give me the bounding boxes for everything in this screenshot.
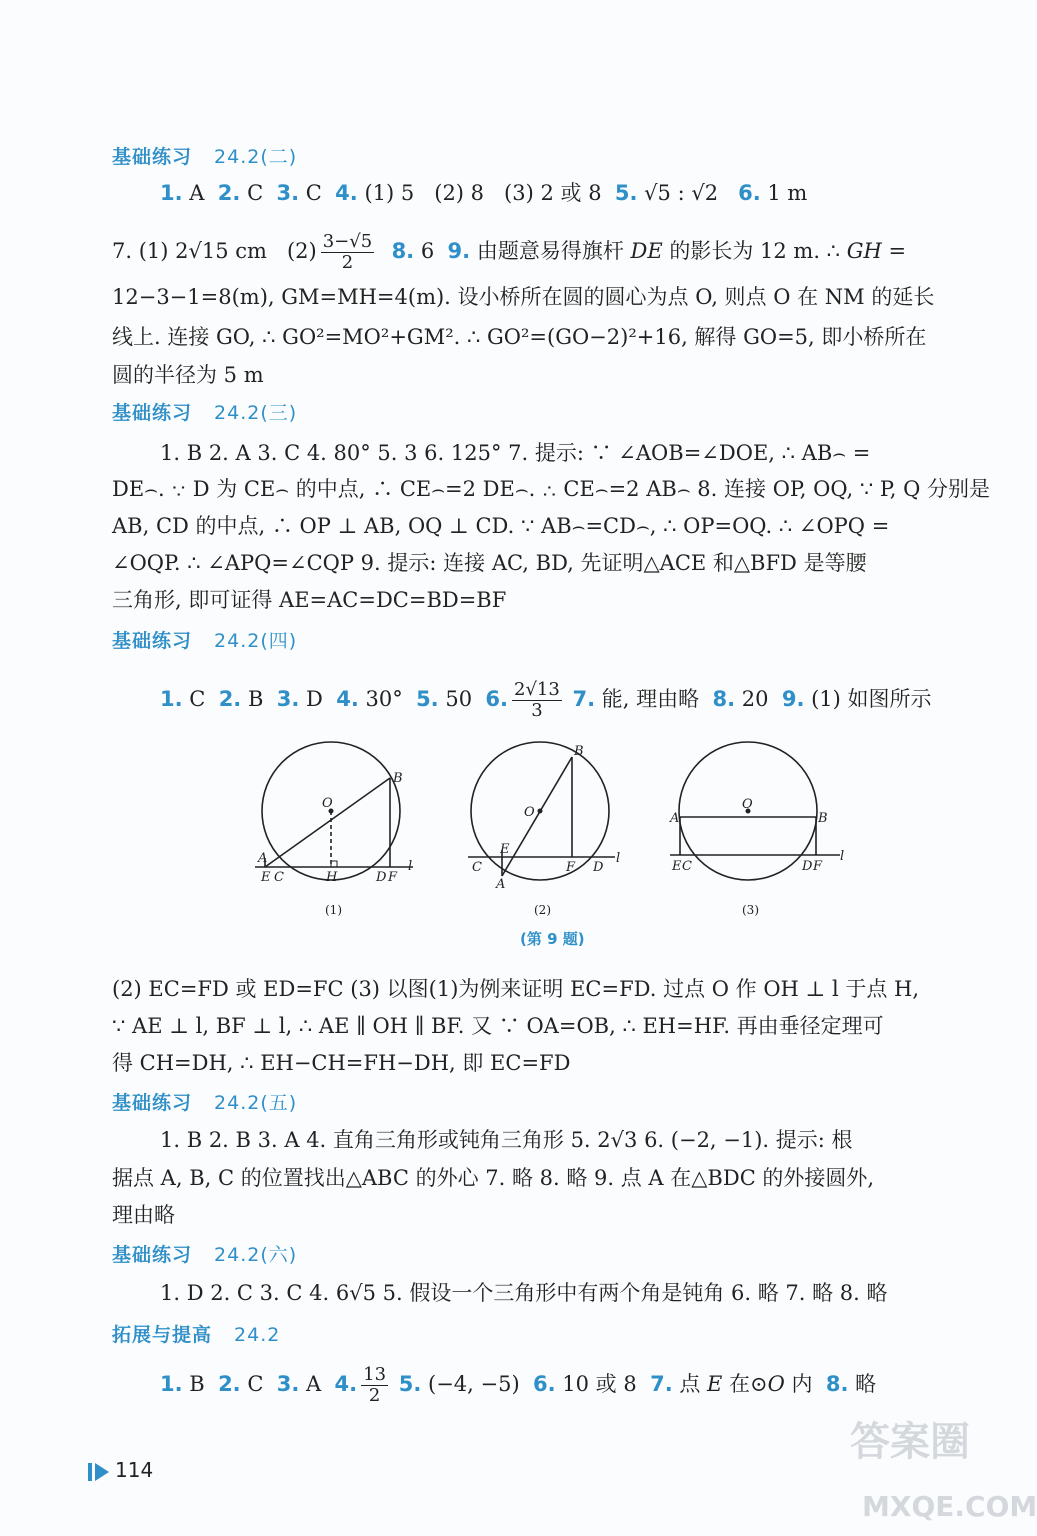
answer-line: ∵ AE ⊥ l, BF ⊥ l, ∴ AE ∥ OH ∥ BF. 又 ∵ OA=OB, ∴ EH=HF. 再由垂径定理可: [112, 1014, 884, 1038]
point-label: H: [326, 870, 338, 885]
point-label: C: [682, 859, 692, 874]
point-label: D: [802, 859, 813, 874]
figure-caption: (第 9 题): [520, 930, 585, 948]
point-label: l: [408, 859, 413, 874]
point-label: O: [322, 796, 333, 811]
watermark-url: MXQE.COM: [862, 1490, 1037, 1523]
point-label: F: [388, 870, 398, 885]
point-label: B: [393, 771, 403, 786]
answer-line: 线上. 连接 GO, ∴ GO²=MO²+GM². ∴ GO²=(GO−2)²+16, 解得 GO=5, 即小桥所在: [112, 325, 927, 349]
section-heading-5: 基础练习 24.2(六): [112, 1244, 298, 1266]
point-label: A: [258, 851, 268, 866]
answer-line: 1. B 2. C 3. A 4. $\frac{13}{2}$ 5. (−4, −5) 6. 10 或 8 7. 点 E 在⊙O 内 8. 略: [160, 1364, 877, 1406]
answer-line: 1. B 2. A 3. C 4. 80° 5. 3 6. 125° 7. 提示: ∵ ∠AOB=∠DOE, ∴ AB⌢ =: [160, 441, 871, 465]
answer-line: 据点 A, B, C 的位置找出△ABC 的外心 7. 略 8. 略 9. 点 A 在△BDC 的外接圆外,: [112, 1166, 875, 1190]
answer-line: ∠OQP. ∴ ∠APQ=∠CQP 9. 提示: 连接 AC, BD, 先证明△ACE 和△BFD 是等腰: [112, 551, 867, 575]
answer-line: 1. B 2. B 3. A 4. 直角三角形或钝角三角形 5. 2√3 6. (−2, −1). 提示: 根: [160, 1128, 853, 1152]
point-label: E: [500, 842, 510, 857]
answer-line: AB, CD 的中点, ∴ OP ⊥ AB, OQ ⊥ CD. ∵ AB⌢=CD⌢, ∴ OP=OQ. ∴ ∠OPQ =: [112, 514, 890, 538]
section-heading-4: 基础练习 24.2(五): [112, 1092, 298, 1114]
point-label: B: [818, 811, 828, 826]
point-label: D: [593, 860, 604, 875]
point-label: l: [840, 849, 845, 864]
point-label: O: [524, 805, 535, 820]
point-label: l: [616, 851, 621, 866]
page-footer: [88, 1458, 153, 1482]
point-label: D: [376, 870, 387, 885]
point-label: E: [672, 859, 682, 874]
point-label: A: [670, 811, 680, 826]
section-heading-1: 基础练习 24.2(二): [112, 146, 298, 168]
point-label: F: [566, 860, 576, 875]
figure-label-1: (1): [325, 903, 342, 917]
answer-line: 三角形, 即可证得 AE=AC=DC=BD=BF: [112, 588, 507, 612]
geometry-figure: [250, 740, 850, 950]
point-label: E: [261, 870, 271, 885]
point-label: O: [742, 797, 753, 812]
answer-line: 1. A 2. C 3. C 4. (1) 5 (2) 8 (3) 2 或 8 5. √5 : √2 6. 1 m: [160, 181, 808, 205]
answer-line: 1. C 2. B 3. D 4. 30° 5. 50 6. $\frac{2√13}{3}$ 7. 能, 理由略 8. 20 9. (1) 如图所示: [160, 679, 932, 721]
page-number: 114: [115, 1458, 154, 1482]
point-label: A: [496, 877, 506, 892]
answer-line: 理由略: [112, 1203, 175, 1227]
answer-line: 7. (1) 2√15 cm (2) $\frac{3-√5}{2}$ 8. 6 9. 由题意易得旗杆 DE 的影长为 12 m. ∴ GH =: [112, 231, 907, 273]
arrow-icon: [95, 1463, 109, 1481]
point-label: C: [274, 870, 284, 885]
point-label: C: [472, 860, 482, 875]
answer-line: DE⌢. ∵ D 为 CE⌢ 的中点, ∴ CE⌢=2 DE⌢. ∴ CE⌢=2 AB⌢ 8. 连接 OP, OQ, ∵ P, Q 分别是: [112, 477, 991, 501]
figure-label-3: (3): [742, 903, 759, 917]
answer-line: 得 CH=DH, ∴ EH−CH=FH−DH, 即 EC=FD: [112, 1051, 571, 1075]
section-heading-3: 基础练习 24.2(四): [112, 630, 298, 652]
figure-label-2: (2): [534, 903, 551, 917]
section-heading-2: 基础练习 24.2(三): [112, 402, 298, 424]
point-label: B: [574, 744, 584, 759]
answer-line: 1. D 2. C 3. C 4. 6√5 5. 假设一个三角形中有两个角是钝角 6. 略 7. 略 8. 略: [160, 1281, 888, 1305]
point-label: F: [813, 859, 823, 874]
watermark-logo: 答案圈: [850, 1419, 970, 1465]
answer-line: 圆的半径为 5 m: [112, 363, 264, 387]
section-heading-6: 拓展与提高 24.2: [112, 1324, 281, 1346]
answer-line: (2) EC=FD 或 ED=FC (3) 以图(1)为例来证明 EC=FD. 过点 O 作 OH ⊥ l 于点 H,: [112, 977, 920, 1001]
answer-line: 12−3−1=8(m), GM=MH=4(m). 设小桥所在圆的圆心为点 O, 则点 O 在 NM 的延长: [112, 285, 935, 309]
